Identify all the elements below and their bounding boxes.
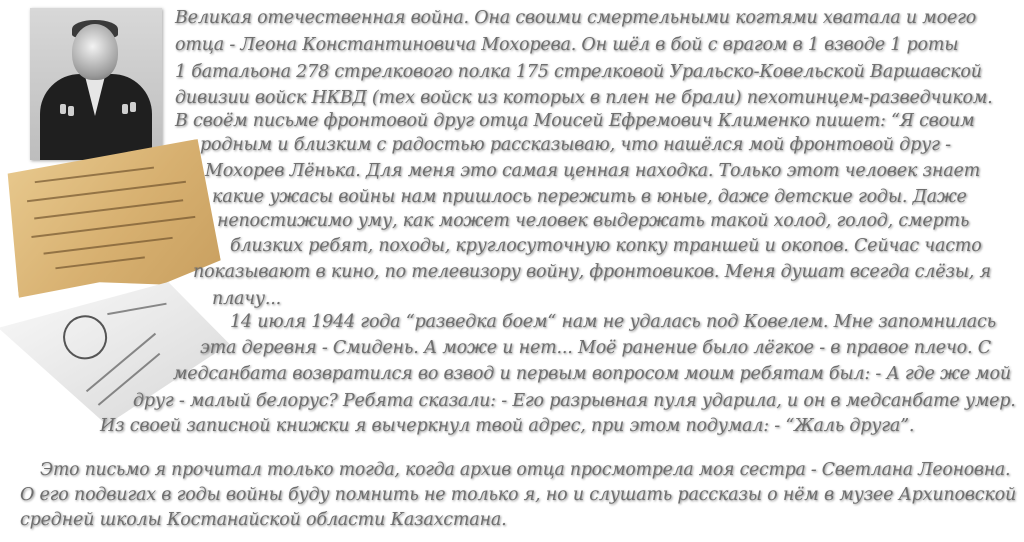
text-line: медсанбата возвратился во взвод и первым вопросом моим ребятам был: - А где же мой [173,364,1011,384]
text-line: близких ребят, походы, круглосуточную копку траншей и окопов. Сейчас часто [230,236,982,256]
text-line: отца - Леона Константиновича Мохорева. Он шёл в бой с врагом в 1 взводе 1 роты [175,35,959,55]
text-line: Из своей записной книжки я вычеркнул твой адрес, при этом подумал: - “Жаль друга”. [100,416,915,436]
letter-handwriting [107,303,166,315]
text-line: непостижимо уму, как может человек выдержать такой холод, голод, смерть [217,211,970,231]
text-line: 14 июля 1944 года “разведка боем“ нам не удалась под Ковелем. Мне запомнилась [230,312,996,332]
text-line: показывают в кино, по телевизору войну, фронтовиков. Меня душат всегда слёзы, я [193,262,991,282]
old-frontline-document [2,138,223,302]
text-line: какие ужасы войны нам пришлось пережить в юные, даже детские годы. Даже [212,187,967,207]
photo-face [72,24,118,80]
text-line: Мохорев Лёнька. Для меня это самая ценная находка. Только этот человек знает [205,161,980,181]
medal-icon [130,102,136,112]
medal-icon [60,104,66,114]
text-line: Великая отечественная война. Она своими смертельными когтями хватала и моего [175,8,977,28]
postmark-icon [60,312,111,363]
document-handwriting [55,256,145,269]
text-line: В своём письме фронтовой друг отца Моисей Ефремович Клименко пишет: “Я своим [175,111,975,131]
text-line: О его подвигах в годы войны буду помнить не только я, но и слушать рассказы о нём в музее Архиповской [20,485,1017,505]
document-handwriting [43,237,172,255]
text-line: дивизии войск НКВД (тех войск из которых в плен не брали) пехотинцем-разведчиком. [175,88,993,108]
text-line: средней школы Костанайской области Казахстана. [20,510,507,530]
text-line: родным и близким с радостью рассказываю, что нашёлся мой фронтовой друг - [200,135,951,155]
text-line: 1 батальона 278 стрелкового полка 175 стрелковой Уральско-Ковельской Варшавской [175,62,982,82]
document-handwriting [34,199,183,219]
document-handwriting [31,216,195,238]
text-line: плачу... [212,289,281,309]
text-line: друг - малый белорус? Ребята сказали: - Его разрывная пуля ударила, и он в медсанбате умер. [133,391,1016,411]
text-line: Это письмо я прочитал только тогда, когда архив отца просмотрела моя сестра - Светлана Леоновна. [40,460,1011,480]
text-line: эта деревня - Смидень. А може и нет... Моё ранение было лёгкое - в правое плечо. С [200,338,991,358]
medal-icon [122,104,128,114]
medal-icon [68,106,74,116]
veteran-portrait-photo [30,8,162,160]
document-handwriting [35,167,154,184]
document-handwriting [27,181,186,202]
